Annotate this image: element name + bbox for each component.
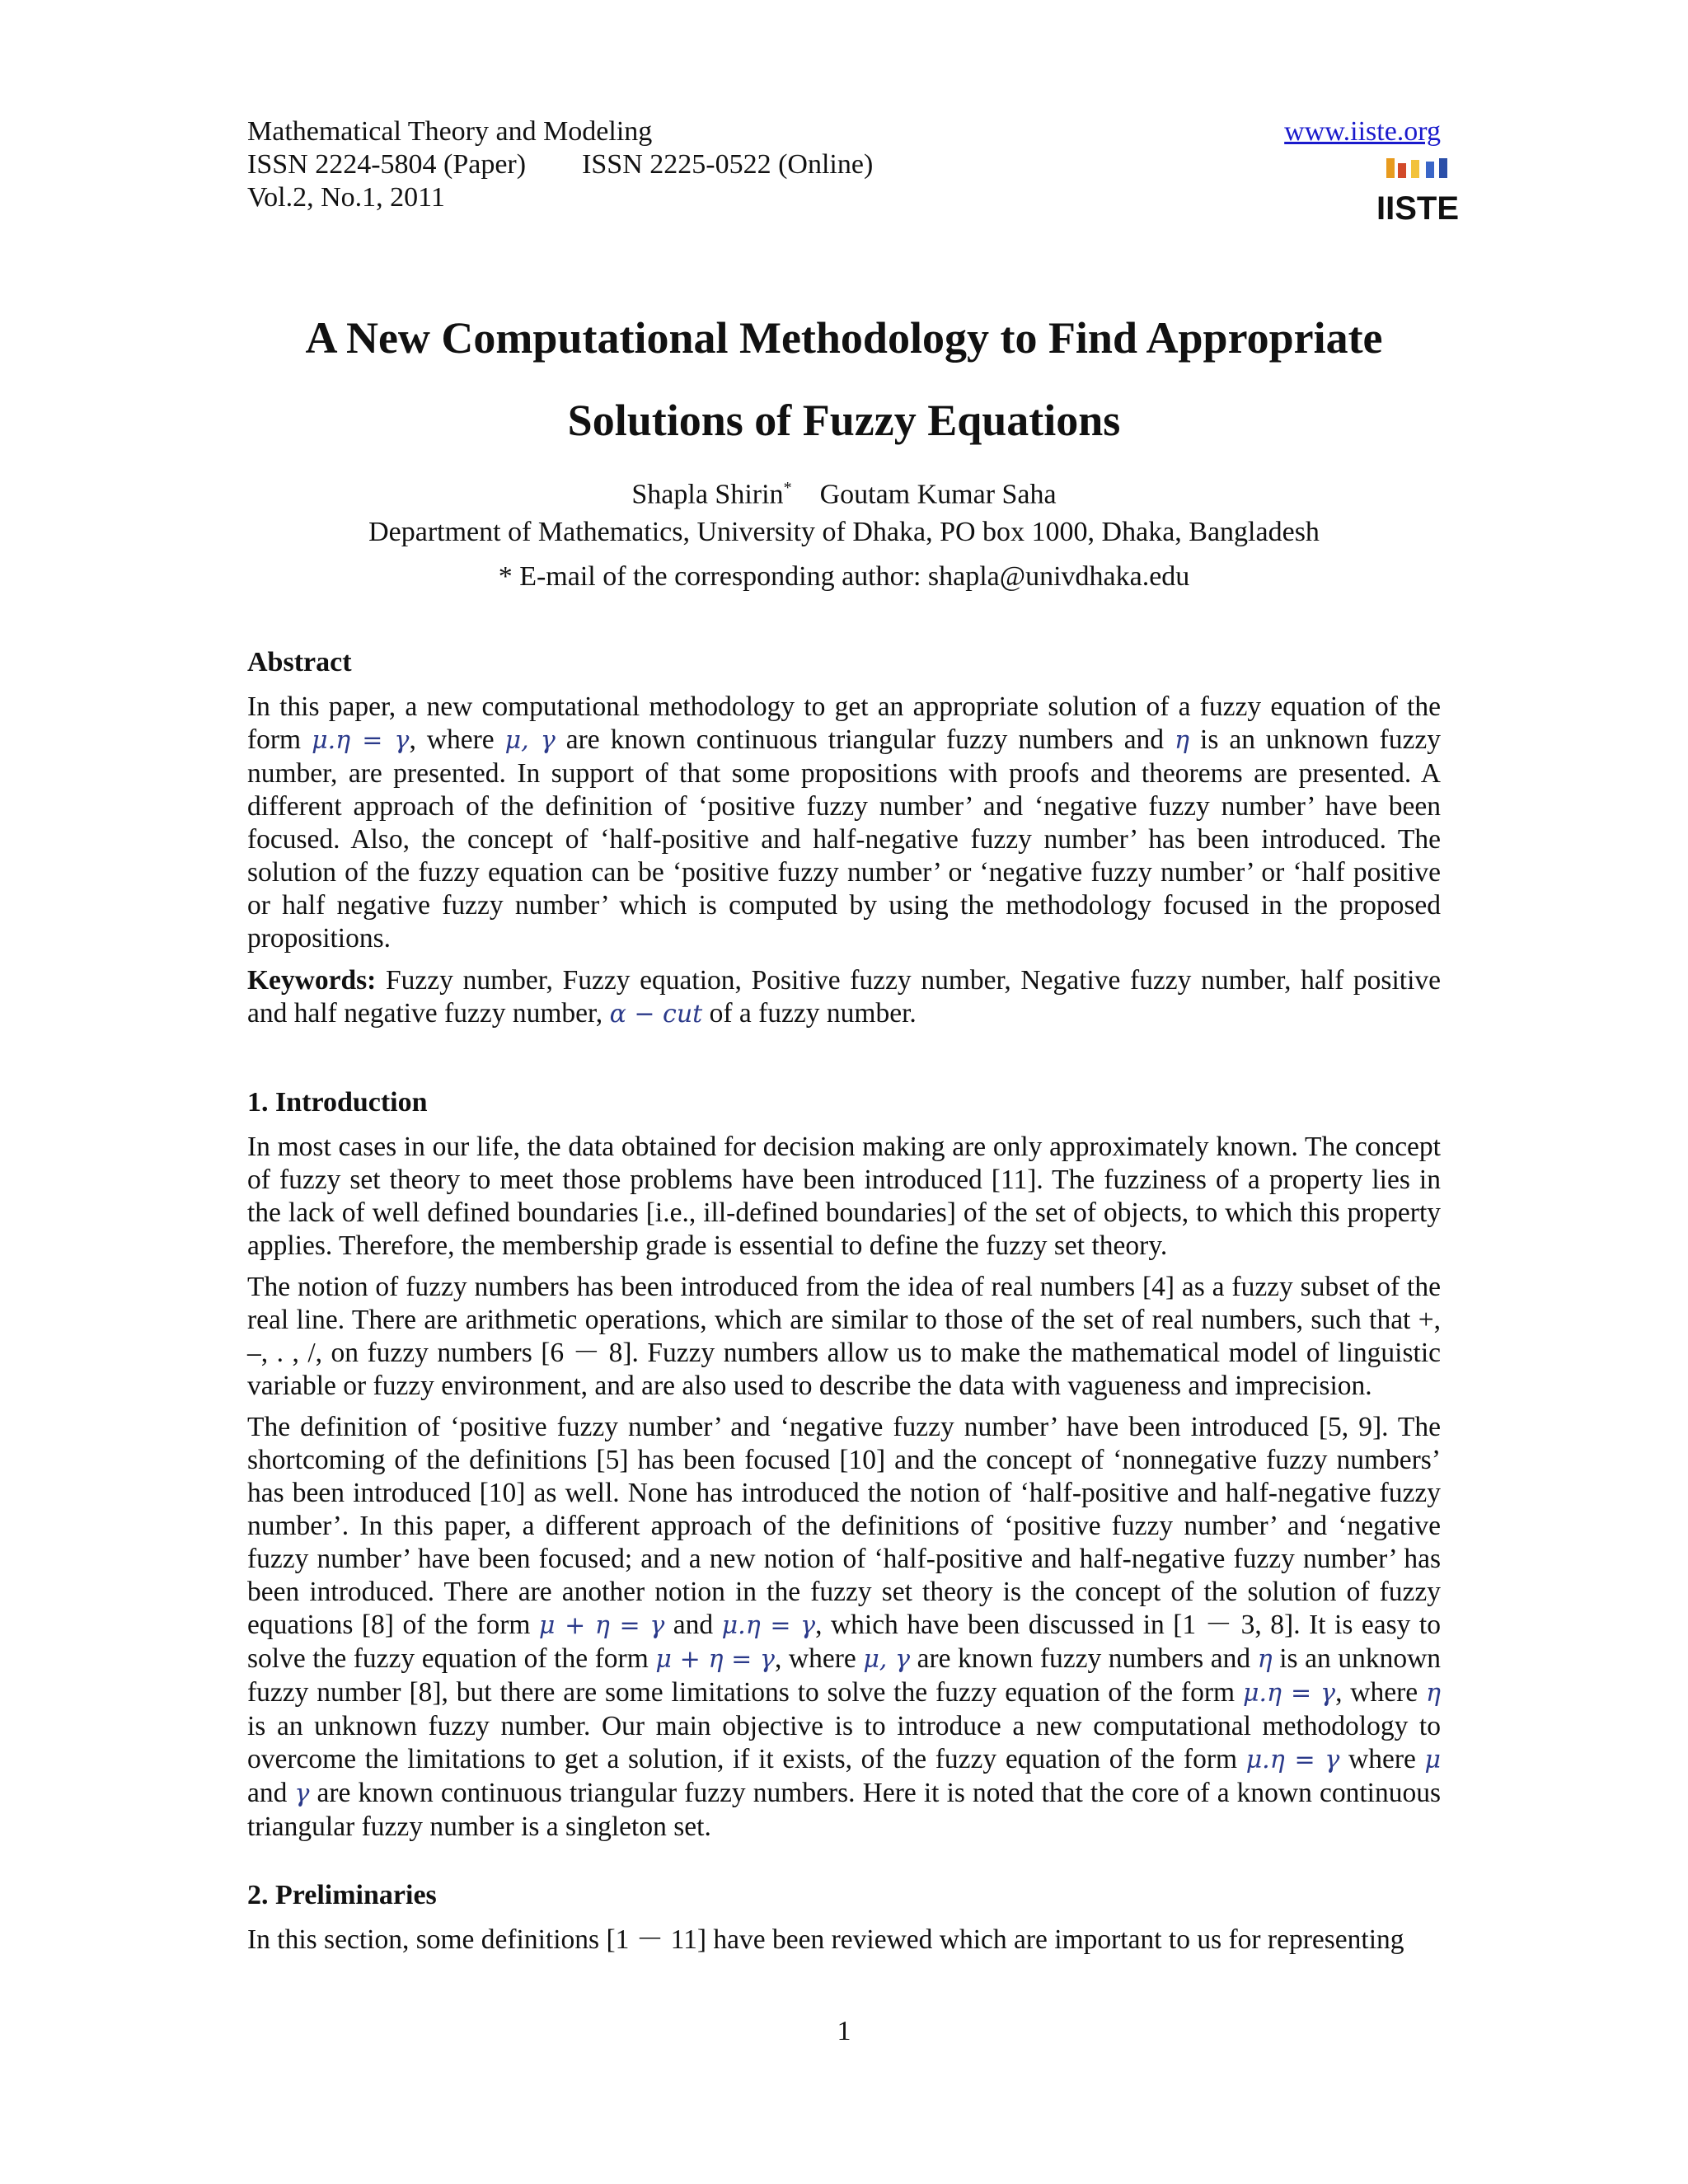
email-line: * E-mail of the corresponding author: shapla@univdhaka.edu [498, 561, 1190, 592]
prelim-paragraph-1: In this section, some definitions [1 － 11] have been reviewed which are important to us for representing [247, 1924, 1404, 1955]
iiste-logo [1376, 158, 1460, 227]
author-line [247, 471, 1441, 511]
author-1: Shapla Shirin [631, 479, 784, 510]
issn-line: ISSN 2224-5804 (Paper) ISSN 2225-0522 (Online) [247, 149, 874, 180]
author-star: * [783, 479, 792, 497]
volume-line: Vol.2, No.1, 2011 [247, 182, 445, 213]
website-link[interactable]: www.iiste.org [1284, 116, 1441, 147]
abstract-heading: Abstract [247, 647, 352, 677]
abstract-text: In this paper, a new computational methodology to get an appropriate solution of a fuzzy equation of the form μ.η = γ, where μ, γ are known continuous triangular fuzzy numbers and η is an unknown fuzzy number, are presented. In support of that some propositions with proofs and theorems are presented. A different approach of the definition of ‘positive fuzzy number’ and ‘negative fuzzy number’ have been focused. Also, the concept of ‘half-positive and half-negative fuzzy number’ has been introduced. The solution of the fuzzy equation can be ‘positive fuzzy number’ or ‘negative fuzzy number’ or ‘half positive or half negative fuzzy number’ which is computed by using the methodology focused in the proposed propositions. [247, 691, 1441, 954]
math-equation: μ.η = γ [312, 726, 410, 755]
math-eta: η [1175, 726, 1190, 755]
affiliation: Department of Mathematics, University of Dhaka, PO box 1000, Dhaka, Bangladesh [368, 517, 1320, 547]
svg-text:IISTE: IISTE [1376, 190, 1460, 227]
author-2: Goutam Kumar Saha [819, 479, 1057, 510]
math-symbols: μ, γ [504, 726, 556, 755]
intro-paragraph-2: The notion of fuzzy numbers has been introduced from the idea of real numbers [4] as a fuzzy subset of the real line. There are arithmetic operations, which are similar to those of the set of real numbers, such that +, –, . , /, on fuzzy numbers [6 － 8]. Fuzzy numbers allow us to make the mathematical model of linguistic variable or fuzzy environment, and are also used to describe the data with vagueness and imprecision. [247, 1272, 1441, 1401]
math-alpha-cut: α − cut [609, 1000, 703, 1029]
preliminaries-heading: 2. Preliminaries [247, 1880, 437, 1910]
paper-title-line2: Solutions of Fuzzy Equations [567, 396, 1121, 445]
keywords-label: Keywords: [247, 965, 377, 996]
page-number: 1 [837, 2016, 851, 2046]
journal-name: Mathematical Theory and Modeling [247, 116, 653, 147]
keywords: Keywords: Fuzzy number, Fuzzy equation, Positive fuzzy number, Negative fuzzy number, half positive and half negative fuzzy number, α − cut of a fuzzy number. [247, 965, 1441, 1029]
introduction-heading: 1. Introduction [247, 1087, 428, 1118]
intro-paragraph-3: The definition of ‘positive fuzzy number’ and ‘negative fuzzy number’ have been introduced [5, 9]. The shortcoming of the definitions [5] has been focused [10] and the concept of ‘nonnegative fuzzy numbers’ has been introduced [10] as well. None has introduced the notion of ‘half-positive and half-negative fuzzy number’. In this paper, a different approach of the definitions of ‘positive fuzzy number’ and ‘negative fuzzy number’ have been focused; and a new notion of ‘half-positive and half-negative fuzzy number’ has been introduced. There are another notion in the fuzzy set theory is the concept of the solution of fuzzy equations [8] of the form μ + η = γ and μ.η = γ, which have been discussed in [1 － 3, 8]. It is easy to solve the fuzzy equation of the form μ + η = γ, where μ, γ are known fuzzy numbers and η is an unknown fuzzy number [8], but there are some limitations to solve the fuzzy equation of the form μ.η = γ, where η is an unknown fuzzy number. Our main objective is to introduce a new computational methodology to overcome the limitations to get a solution, if it exists, of the fuzzy equation of the form μ.η = γ where μ and γ are known continuous triangular fuzzy numbers. Here it is noted that the core of a known continuous triangular fuzzy number is a singleton set. [247, 1412, 1442, 1842]
paper-title-line1: A New Computational Methodology to Find Appropriate [305, 313, 1383, 363]
intro-paragraph-1: In most cases in our life, the data obtained for decision making are only approximately known. The concept of fuzzy set theory to meet those problems have been introduced [11]. The fuzziness of a property lies in the lack of well defined boundaries [i.e., ill-defined boundaries] of the set of objects, to which this property applies. Therefore, the membership grade is essential to define the fuzzy set theory. [247, 1132, 1441, 1261]
